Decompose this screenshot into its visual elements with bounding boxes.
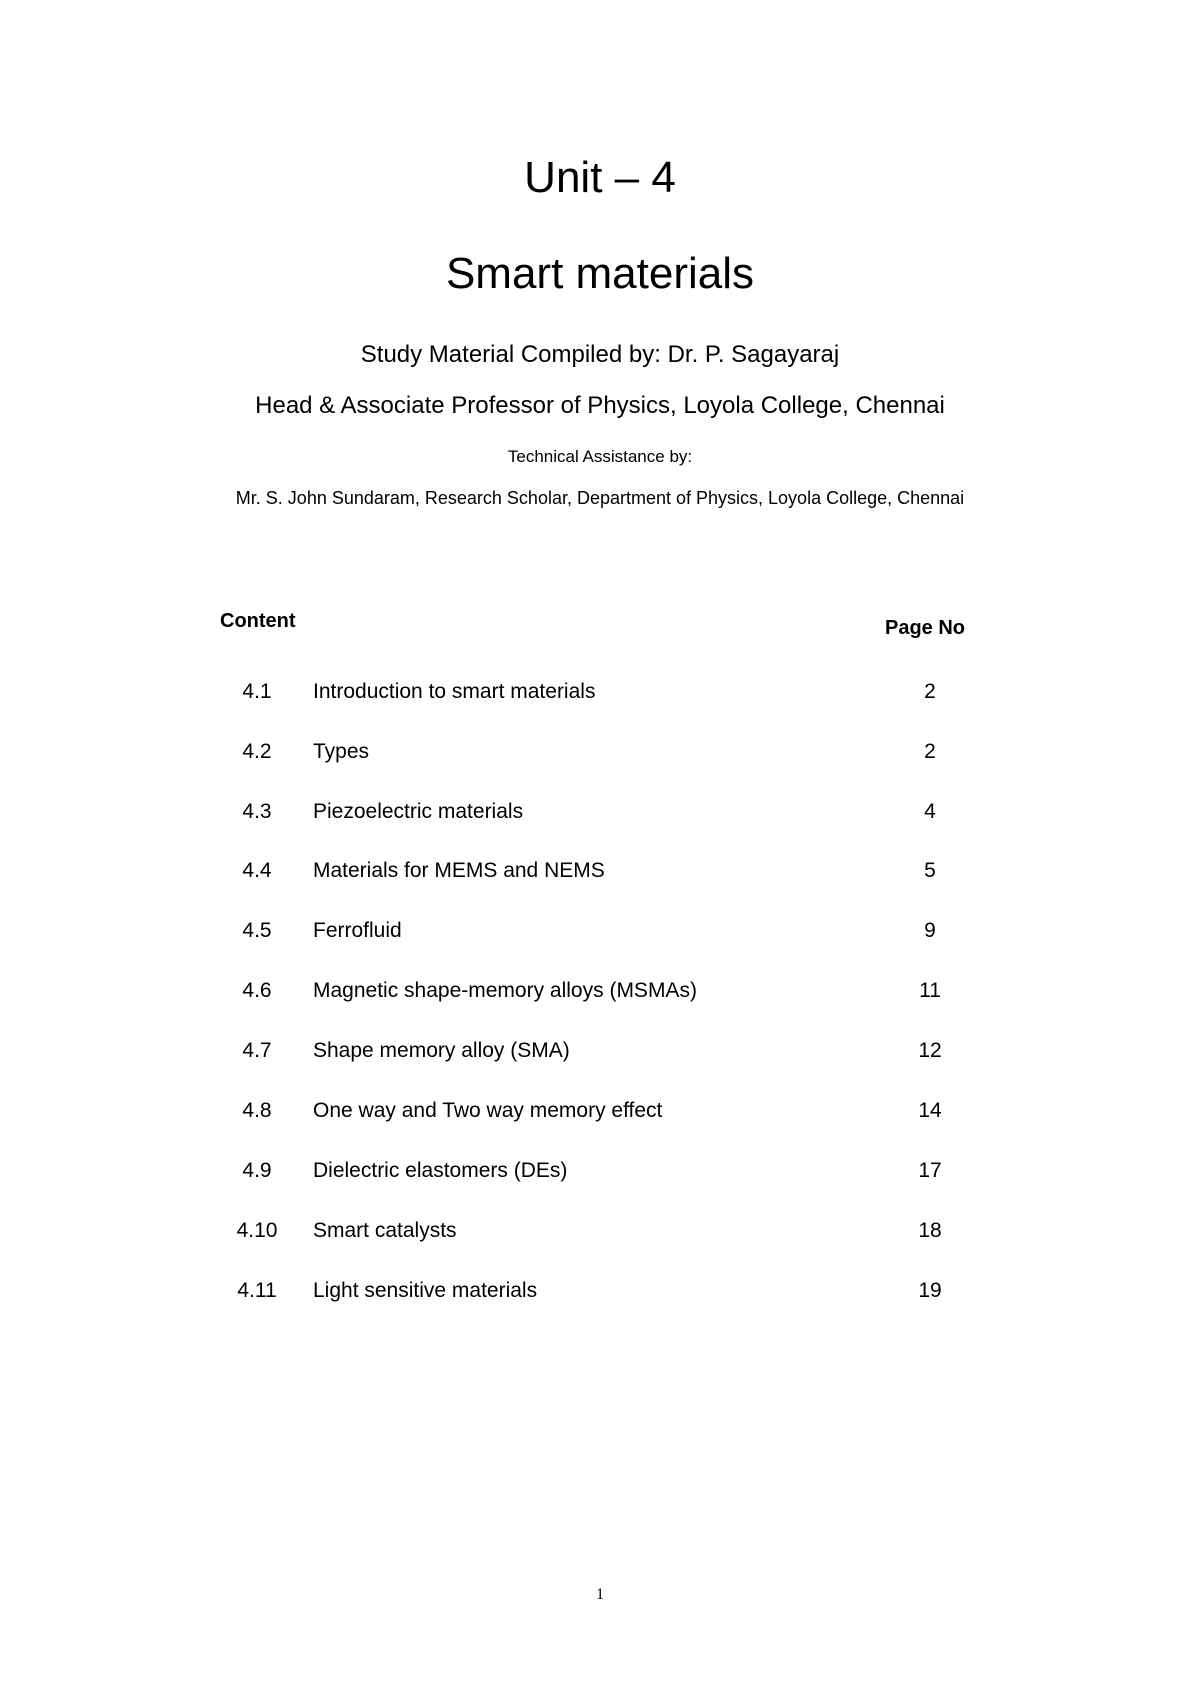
toc-page-number: 17 <box>918 1159 942 1182</box>
page-number: 1 <box>596 1586 604 1603</box>
toc-section-title: Smart catalysts <box>313 1219 457 1242</box>
toc-section-title: Types <box>313 740 370 763</box>
toc-section-number: 4.1 <box>242 680 272 703</box>
toc-section-title: Shape memory alloy (SMA) <box>313 1039 570 1062</box>
unit-title: Unit – 4 <box>524 153 676 202</box>
technical-assistance-person: Mr. S. John Sundaram, Research Scholar, Department of Physics, Loyola College, Chennai <box>235 488 965 508</box>
toc-row <box>0 1215 1200 1247</box>
toc-row <box>0 796 1200 828</box>
toc-section-number: 4.5 <box>242 919 272 942</box>
toc-section-number: 4.6 <box>242 979 272 1002</box>
toc-row <box>0 915 1200 947</box>
toc-page-number: 19 <box>918 1279 942 1302</box>
toc-row <box>0 736 1200 768</box>
toc-page-number: 12 <box>918 1039 942 1062</box>
document-title: Smart materials <box>445 249 755 298</box>
toc-row <box>0 1095 1200 1127</box>
toc-page-number: 5 <box>924 859 936 882</box>
toc-section-title: Dielectric elastomers (DEs) <box>313 1159 568 1182</box>
toc-row <box>0 1035 1200 1067</box>
toc-row <box>0 975 1200 1007</box>
toc-section-number: 4.8 <box>242 1099 272 1122</box>
toc-section-number: 4.3 <box>242 800 272 823</box>
toc-page-number: 18 <box>918 1219 942 1242</box>
toc-page-number: 9 <box>924 919 936 942</box>
toc-content-header: Content <box>220 610 296 632</box>
toc-section-title: One way and Two way memory effect <box>313 1099 663 1122</box>
toc-section-title: Piezoelectric materials <box>313 800 524 823</box>
toc-page-no-header: Page No <box>885 617 966 639</box>
toc-section-title: Ferrofluid <box>313 919 402 942</box>
toc-section-number: 4.2 <box>242 740 272 763</box>
toc-page-number: 2 <box>924 740 936 763</box>
toc-row <box>0 1155 1200 1187</box>
toc-page-number: 2 <box>924 680 936 703</box>
toc-section-title: Light sensitive materials <box>313 1279 538 1302</box>
toc-section-number: 4.10 <box>236 1219 278 1242</box>
technical-assistance-label: Technical Assistance by: <box>507 447 693 466</box>
toc-section-title: Introduction to smart materials <box>313 680 596 703</box>
toc-section-number: 4.7 <box>242 1039 272 1062</box>
affiliation-line: Head & Associate Professor of Physics, Loyola College, Chennai <box>255 392 945 419</box>
toc-section-title: Magnetic shape-memory alloys (MSMAs) <box>313 979 697 1002</box>
toc-row <box>0 1275 1200 1307</box>
toc-section-number: 4.4 <box>242 859 272 882</box>
compiled-by-line: Study Material Compiled by: Dr. P. Sagayaraj <box>360 341 840 368</box>
toc-page-number: 14 <box>918 1099 942 1122</box>
toc-row <box>0 855 1200 887</box>
toc-page-number: 11 <box>919 979 941 1002</box>
toc-page-number: 4 <box>924 800 936 823</box>
toc-section-number: 4.9 <box>242 1159 272 1182</box>
toc-section-number: 4.11 <box>237 1279 277 1302</box>
toc-section-title: Materials for MEMS and NEMS <box>313 859 605 882</box>
toc-row <box>0 676 1200 708</box>
